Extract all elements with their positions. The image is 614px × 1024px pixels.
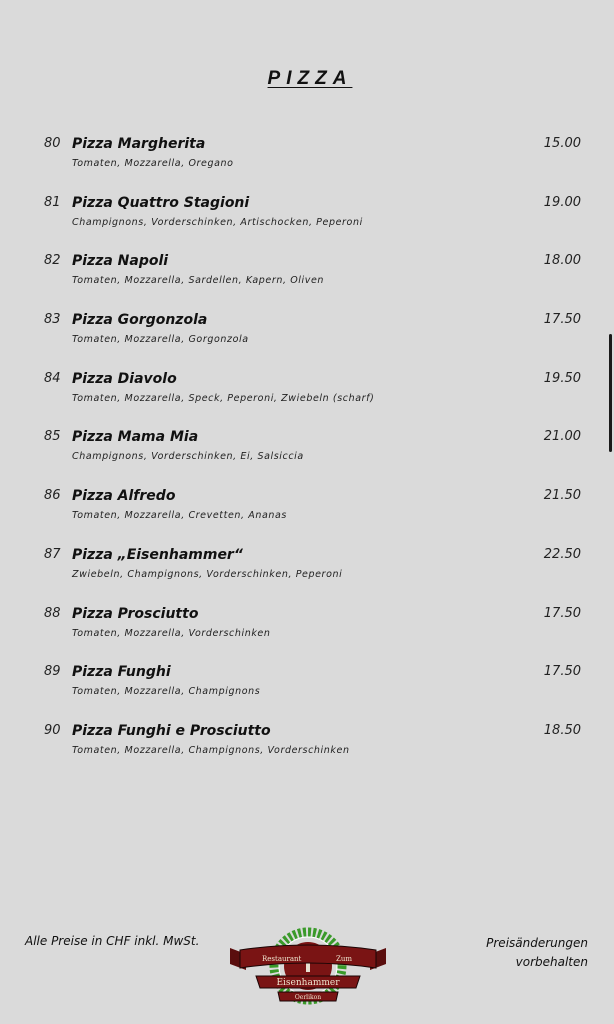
item-name: Pizza Prosciutto <box>72 605 199 622</box>
item-description: Tomaten, Mozzarella, Champignons <box>72 686 261 698</box>
logo-name: Eisenhammer <box>276 978 340 988</box>
price-change-note-line1: Preisänderungen <box>486 936 588 950</box>
item-price: 21.00 <box>543 429 581 445</box>
item-description: Tomaten, Mozzarella, Champignons, Vorderschinken <box>72 744 350 756</box>
item-description: Zwiebeln, Champignons, Vorderschinken, Peperoni <box>72 568 343 580</box>
item-description: Tomaten, Mozzarella, Oregano <box>72 158 234 169</box>
menu-item-4 <box>0 369 614 428</box>
item-number: 89 <box>44 664 61 680</box>
item-description: Tomaten, Mozzarella, Gorgonzola <box>72 334 249 346</box>
price-change-note-line2: vorbehalten <box>515 955 588 969</box>
item-number: 84 <box>44 370 61 386</box>
logo-word-left: Restaurant <box>262 955 302 963</box>
pizza-menu-list <box>0 134 614 780</box>
item-price: 19.00 <box>543 194 581 210</box>
menu-item-1 <box>0 193 614 252</box>
item-number: 90 <box>44 722 61 738</box>
menu-item-3 <box>0 310 614 369</box>
item-price: 15.00 <box>543 136 581 151</box>
menu-item-0 <box>0 134 614 193</box>
item-number: 85 <box>44 429 61 445</box>
item-name: Pizza Funghi e Prosciutto <box>72 722 271 739</box>
item-name: Pizza Quattro Stagioni <box>72 194 250 211</box>
item-number: 88 <box>44 605 61 621</box>
item-name: Pizza Margherita <box>72 136 206 152</box>
menu-item-8 <box>0 604 614 663</box>
menu-item-7 <box>0 545 614 604</box>
item-name: Pizza Alfredo <box>72 488 176 505</box>
logo-word-right: Zum <box>336 955 353 963</box>
item-number: 87 <box>44 546 61 562</box>
item-name: Pizza Mama Mia <box>72 429 199 446</box>
item-description: Tomaten, Mozzarella, Vorderschinken <box>72 627 271 639</box>
menu-item-10 <box>0 721 614 780</box>
restaurant-logo <box>226 924 390 1010</box>
logo-place: Oerlikon <box>294 994 322 1001</box>
menu-item-9 <box>0 662 614 721</box>
page-title: PIZZA <box>267 68 353 89</box>
scrollbar-thumb[interactable] <box>609 334 612 452</box>
price-note: Alle Preise in CHF inkl. MwSt. <box>25 934 200 948</box>
item-price: 22.50 <box>543 546 581 562</box>
item-number: 82 <box>44 253 61 269</box>
item-number: 86 <box>44 488 61 504</box>
item-number: 81 <box>44 194 61 210</box>
item-price: 17.50 <box>543 312 581 328</box>
item-name: Pizza Funghi <box>72 664 171 681</box>
item-price: 18.00 <box>543 253 581 269</box>
item-price: 17.50 <box>543 605 581 621</box>
menu-item-6 <box>0 486 614 545</box>
item-price: 21.50 <box>543 488 581 504</box>
item-name: Pizza Gorgonzola <box>72 312 208 329</box>
menu-item-2 <box>0 251 614 310</box>
menu-item-5 <box>0 427 614 486</box>
item-name: Pizza „Eisenhammer“ <box>72 546 243 563</box>
item-description: Champignons, Vorderschinken, Ei, Salsiccia <box>72 451 304 463</box>
price-change-note <box>486 934 588 972</box>
item-number: 80 <box>44 136 61 151</box>
item-number: 83 <box>44 312 61 328</box>
item-description: Tomaten, Mozzarella, Sardellen, Kapern, Oliven <box>72 275 325 287</box>
item-name: Pizza Diavolo <box>72 370 177 387</box>
item-price: 17.50 <box>543 664 581 680</box>
item-name: Pizza Napoli <box>72 253 169 270</box>
item-price: 19.50 <box>543 370 581 386</box>
item-description: Tomaten, Mozzarella, Speck, Peperoni, Zwiebeln (scharf) <box>72 392 375 404</box>
item-description: Champignons, Vorderschinken, Artischocken, Peperoni <box>72 216 363 228</box>
item-price: 18.50 <box>543 722 581 738</box>
item-description: Tomaten, Mozzarella, Crevetten, Ananas <box>72 510 287 522</box>
